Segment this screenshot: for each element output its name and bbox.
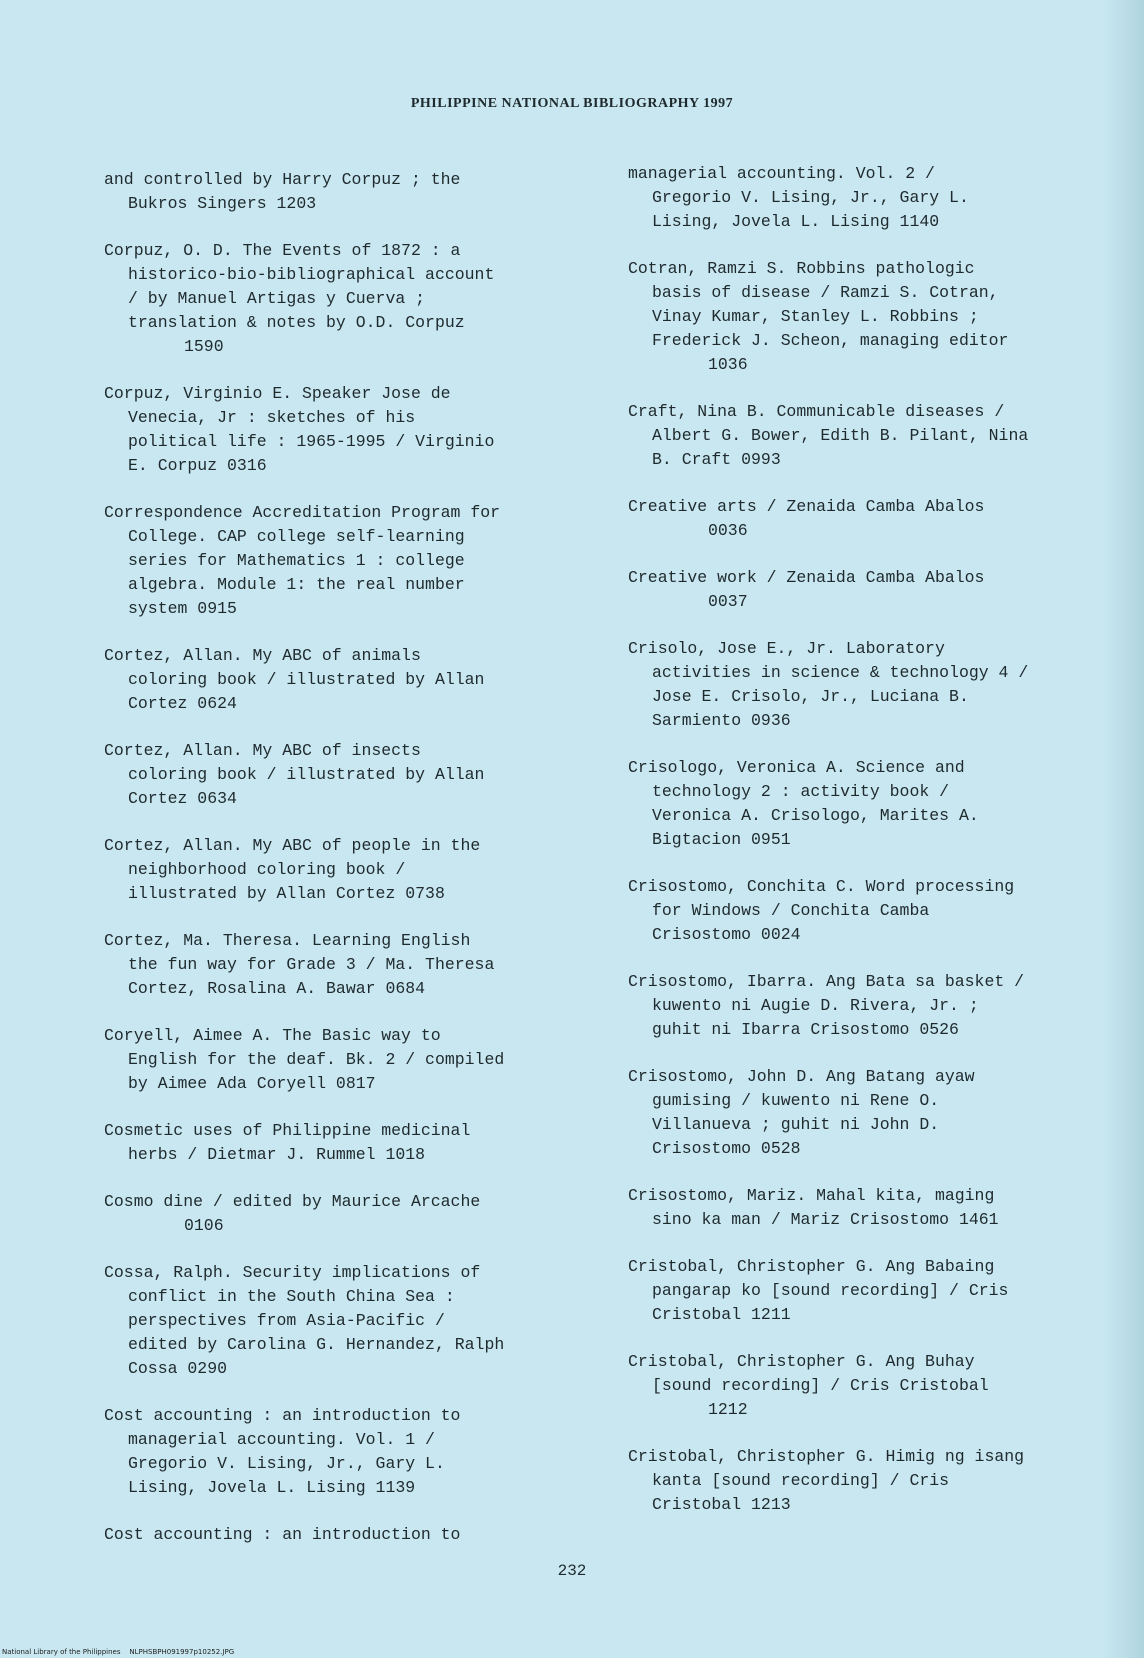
bibliography-entry <box>104 382 604 478</box>
bibliography-entry <box>628 970 1118 1042</box>
entry-text: Crisologo, Veronica A. Science and technology 2 : activity book / Veronica A. Crisologo, Marites A. Bigtacion 0951 <box>628 758 979 849</box>
entry-number: 0037 <box>708 592 748 611</box>
bibliography-entry <box>628 637 1118 733</box>
bibliography-entry <box>104 501 604 621</box>
left-column <box>104 168 604 1570</box>
bibliography-entry <box>628 875 1118 947</box>
bibliography-entry <box>628 756 1118 852</box>
entry-text: Cristobal, Christopher G. Himig ng isang kanta [sound recording] / Cris Cristobal 1213 <box>628 1447 1025 1514</box>
bibliography-entry <box>628 1350 1118 1422</box>
bibliography-entry <box>628 1065 1118 1161</box>
entry-text: Cristobal, Christopher G. Ang Buhay [sound recording] / Cris Cristobal <box>628 1352 989 1395</box>
right-column <box>628 162 1118 1540</box>
entry-text: Cortez, Allan. My ABC of animals coloring book / illustrated by Allan Cortez 0624 <box>104 646 485 713</box>
bibliography-entry <box>104 239 604 359</box>
bibliography-entry <box>628 495 1118 543</box>
bibliography-entry <box>104 168 604 216</box>
entry-text: Crisostomo, Mariz. Mahal kita, maging sino ka man / Mariz Crisostomo 1461 <box>628 1186 999 1229</box>
entry-text: Correspondence Accreditation Program for College. CAP college self-learning series for Mathematics 1 : college algebra. Module 1: the real number system 0915 <box>104 503 501 618</box>
bibliography-entry <box>104 644 604 716</box>
entry-text: Cortez, Allan. My ABC of people in the neighborhood coloring book / illustrated by Allan Cortez 0738 <box>104 836 481 903</box>
page-number: 232 <box>557 1562 587 1580</box>
entry-number: 1212 <box>708 1400 748 1419</box>
bibliography-entry <box>104 834 604 906</box>
bibliography-entry <box>104 929 604 1001</box>
bibliography-entry <box>628 162 1118 234</box>
bibliography-entry <box>104 739 604 811</box>
bibliography-entry <box>104 1404 604 1500</box>
bibliography-entry <box>628 400 1118 472</box>
entry-text: Coryell, Aimee A. The Basic way to English for the deaf. Bk. 2 / compiled by Aimee Ada Coryell 0817 <box>104 1026 505 1093</box>
entry-text: Corpuz, Virginio E. Speaker Jose de Venecia, Jr : sketches of his political life : 1965-1995 / Virginio E. Corpuz 0316 <box>104 384 495 475</box>
entry-text: Crisostomo, Conchita C. Word processing for Windows / Conchita Camba Crisostomo 0024 <box>628 877 1015 944</box>
bibliography-entry <box>628 1255 1118 1327</box>
entry-text: Crisostomo, John D. Ang Batang ayaw gumising / kuwento ni Rene O. Villanueva ; guhit ni John D. Crisostomo 0528 <box>628 1067 975 1158</box>
entry-text: Creative arts / Zenaida Camba Abalos <box>628 497 985 516</box>
entry-text: Cortez, Allan. My ABC of insects coloring book / illustrated by Allan Cortez 0634 <box>104 741 485 808</box>
entry-number: 0106 <box>184 1216 224 1235</box>
entry-text: Cosmetic uses of Philippine medicinal herbs / Dietmar J. Rummel 1018 <box>104 1121 471 1164</box>
entry-text: Creative work / Zenaida Camba Abalos <box>628 568 985 587</box>
scan-footer: National Library of the Philippines NLPHSBPH091997p10252.JPG <box>2 1648 235 1656</box>
bibliography-entry <box>104 1024 604 1096</box>
entry-text: managerial accounting. Vol. 2 / Gregorio V. Lising, Jr., Gary L. Lising, Jovela L. Lising 1140 <box>628 164 969 231</box>
entry-text: Cortez, Ma. Theresa. Learning English the fun way for Grade 3 / Ma. Theresa Cortez, Rosalina A. Bawar 0684 <box>104 931 495 998</box>
entry-text: Crisolo, Jose E., Jr. Laboratory activities in science & technology 4 / Jose E. Crisolo, Jr., Luciana B. Sarmiento 0936 <box>628 639 1029 730</box>
bibliography-entry <box>104 1523 604 1547</box>
bibliography-entry <box>104 1119 604 1167</box>
bibliography-entry <box>104 1190 604 1238</box>
bibliography-entry <box>628 1184 1118 1232</box>
entry-text: and controlled by Harry Corpuz ; the Bukros Singers 1203 <box>104 170 461 213</box>
entry-text: Corpuz, O. D. The Events of 1872 : a historico-bio-bibliographical account / by Manuel Artigas y Cuerva ; translation & notes by O.D. Corpuz <box>104 241 495 332</box>
entry-text: Cosmo dine / edited by Maurice Arcache <box>104 1192 481 1211</box>
bibliography-entry <box>628 1445 1118 1517</box>
entry-text: Cossa, Ralph. Security implications of conflict in the South China Sea : perspectives from Asia-Pacific / edited by Carolina G. Hernandez, Ralph Cossa 0290 <box>104 1263 505 1378</box>
entry-text: Cost accounting : an introduction to managerial accounting. Vol. 1 / Gregorio V. Lising, Jr., Gary L. Lising, Jovela L. Lising 1139 <box>104 1406 461 1497</box>
entry-text: Crisostomo, Ibarra. Ang Bata sa basket / kuwento ni Augie D. Rivera, Jr. ; guhit ni Ibarra Crisostomo 0526 <box>628 972 1025 1039</box>
entry-text: Cotran, Ramzi S. Robbins pathologic basis of disease / Ramzi S. Cotran, Vinay Kumar, Stanley L. Robbins ; Frederick J. Scheon, managing editor <box>628 259 1009 350</box>
entry-text: Craft, Nina B. Communicable diseases / Albert G. Bower, Edith B. Pilant, Nina B. Craft 0993 <box>628 402 1029 469</box>
entry-number: 1036 <box>708 355 748 374</box>
bibliography-entry <box>104 1261 604 1381</box>
entry-text: Cristobal, Christopher G. Ang Babaing pangarap ko [sound recording] / Cris Cristobal 1211 <box>628 1257 1009 1324</box>
entry-text: Cost accounting : an introduction to <box>104 1525 461 1544</box>
entry-number: 0036 <box>708 521 748 540</box>
page-header: PHILIPPINE NATIONAL BIBLIOGRAPHY 1997 <box>410 96 734 111</box>
bibliography-entry <box>628 566 1118 614</box>
bibliography-entry <box>628 257 1118 377</box>
entry-number: 1590 <box>184 337 224 356</box>
